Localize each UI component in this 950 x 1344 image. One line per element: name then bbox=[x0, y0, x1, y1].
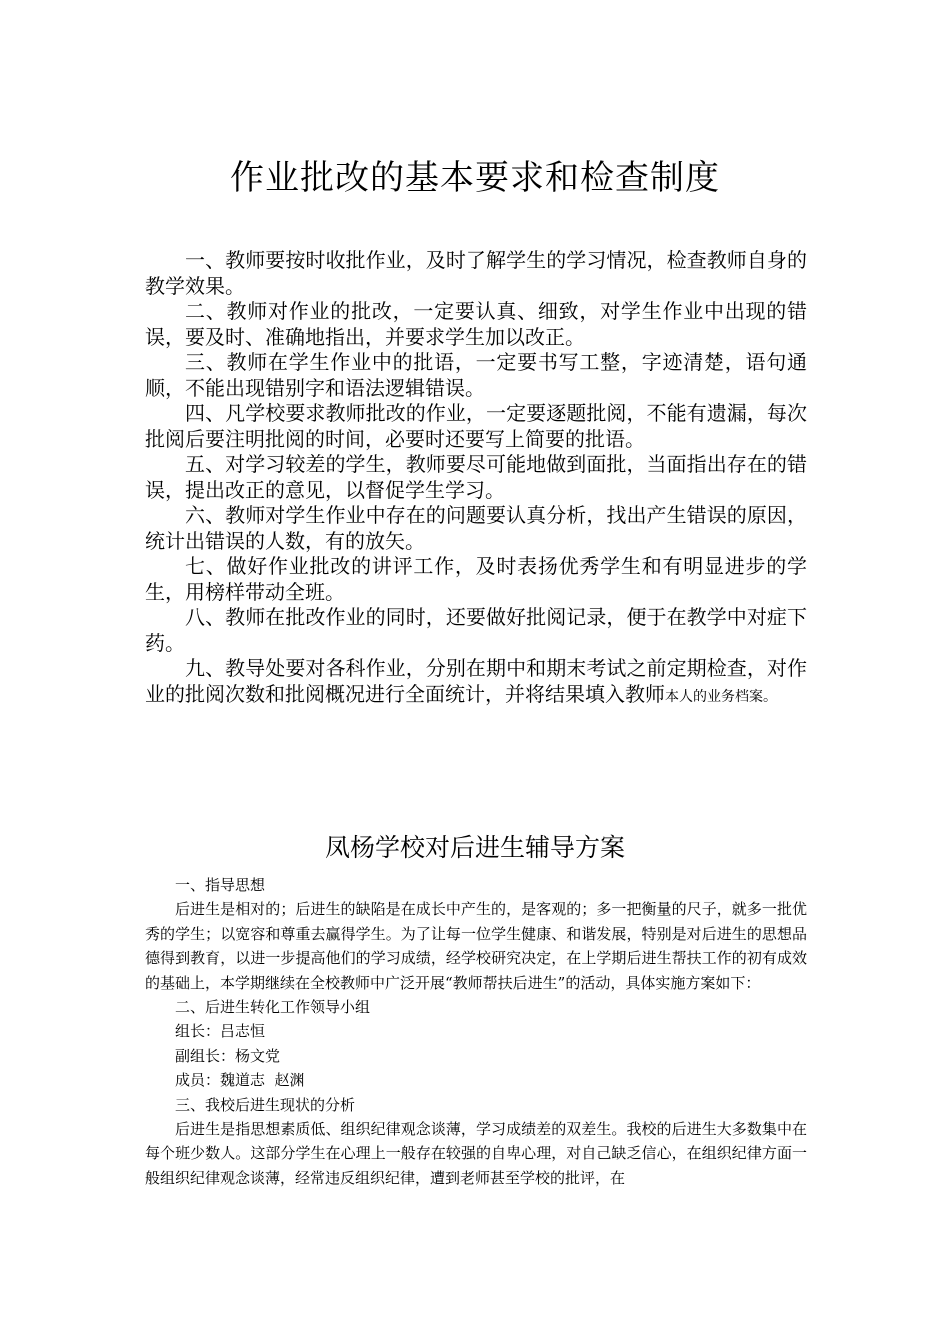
plan-line: 副组长：杨文党 bbox=[175, 1046, 281, 1065]
rule-paragraph-last bbox=[145, 656, 807, 710]
homework-rules-section bbox=[145, 248, 807, 710]
document-title: 作业批改的基本要求和检查制度 bbox=[230, 158, 720, 198]
rule-paragraph: 二、教师对作业的批改，一定要认真、细致，对学生作业中出现的错误，要及时、准确地指出，并要求学生加以改正。 bbox=[145, 299, 807, 349]
tutoring-plan-section bbox=[145, 873, 807, 1190]
section-title: 凤杨学校对后进生辅导方案 bbox=[324, 833, 625, 862]
rule-paragraph: 一、教师要按时收批作业，及时了解学生的学习情况，检查教师自身的教学效果。 bbox=[145, 248, 807, 298]
rule-last-small: 本人的业务档案。 bbox=[665, 688, 777, 705]
plan-heading: 三、我校后进生现状的分析 bbox=[175, 1095, 356, 1114]
rule-paragraph: 八、教师在批改作业的同时，还要做好批阅记录，便于在教学中对症下药。 bbox=[145, 605, 807, 655]
plan-line: 成员：魏道志 赵渊 bbox=[175, 1071, 305, 1090]
plan-line: 组长：吕志恒 bbox=[175, 1022, 266, 1041]
rule-paragraph: 七、做好作业批改的讲评工作，及时表扬优秀学生和有明显进步的学生，用榜样带动全班。 bbox=[145, 554, 807, 604]
rule-last-main: 九、教导处要对各科作业，分别在期中和期末考试之前定期检查，对作业的批阅次数和批阅概况进行全面统计，并将结果填入教师 bbox=[145, 656, 807, 706]
rule-paragraph: 三、教师在学生作业中的批语，一定要书写工整，字迹清楚，语句通顺，不能出现错别字和语法逻辑错误。 bbox=[145, 350, 807, 400]
rule-paragraph: 四、凡学校要求教师批改的作业，一定要逐题批阅，不能有遗漏，每次批阅后要注明批阅的时间，必要时还要写上简要的批语。 bbox=[145, 401, 807, 451]
rule-paragraph: 五、对学习较差的学生，教师要尽可能地做到面批，当面指出存在的错误，提出改正的意见，以督促学生学习。 bbox=[145, 452, 807, 502]
plan-heading: 一、指导思想 bbox=[175, 876, 266, 894]
plan-paragraph: 后进生是指思想素质低、组织纪律观念谈薄，学习成绩差的双差生。我校的后进生大多数集中在每个班少数人。这部分学生在心理上一般存在较强的自卑心理，对自己缺乏信心，在组织纪律方面一般组织纪律观念谈薄，经常违反组织纪律，遭到老师甚至学校的批评，在 bbox=[145, 1120, 807, 1187]
rule-paragraph: 六、教师对学生作业中存在的问题要认真分析，找出产生错误的原因，统计出错误的人数，有的放矢。 bbox=[145, 503, 807, 553]
plan-paragraph: 后进生是相对的；后进生的缺陷是在成长中产生的，是客观的；多一把衡量的尺子，就多一批优秀的学生；以宽容和尊重去赢得学生。为了让每一位学生健康、和谐发展，特别是对后进生的思想品德得到教育，以进一步提高他们的学习成绩，经学校研究决定，在上学期后进生帮扶工作的初有成效的基础上，本学期继续在全校教师中广泛开展“教师帮扶后进生”的活动，具体实施方案如下： bbox=[145, 900, 807, 992]
plan-heading: 二、后进生转化工作领导小组 bbox=[175, 998, 371, 1017]
